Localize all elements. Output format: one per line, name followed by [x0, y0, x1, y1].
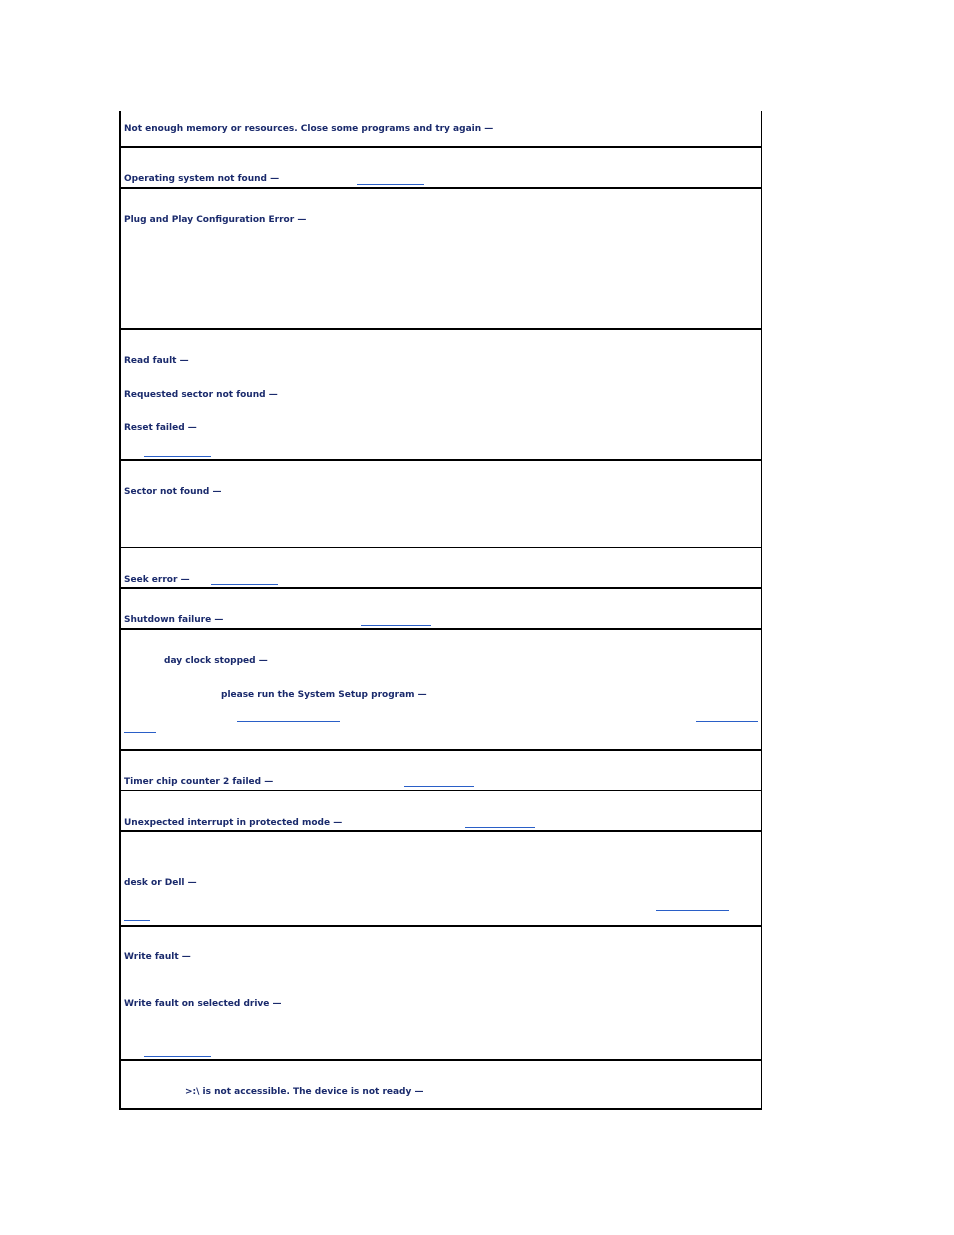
link-underline[interactable]	[696, 721, 758, 722]
row-divider	[119, 628, 762, 630]
message-unexpected-interrupt: Unexpected interrupt in protected mode —	[124, 818, 343, 828]
message-write-fault: Write fault —	[124, 952, 191, 962]
message-os-not-found: Operating system not found —	[124, 174, 280, 184]
message-requested-sector: Requested sector not found —	[124, 390, 278, 400]
message-seek-error: Seek error —	[124, 575, 190, 585]
row-divider	[119, 587, 762, 589]
link-underline[interactable]	[124, 732, 156, 733]
row-divider	[119, 749, 762, 751]
message-pnp-config-error: Plug and Play Configuration Error —	[124, 215, 307, 225]
link-underline[interactable]	[465, 827, 535, 828]
row-divider	[119, 830, 762, 832]
row-divider	[119, 187, 762, 189]
message-write-fault-selected-drive: Write fault on selected drive —	[124, 999, 282, 1009]
row-divider	[119, 547, 762, 548]
link-underline[interactable]	[404, 786, 474, 787]
message-desk-or-dell: desk or Dell —	[124, 878, 197, 888]
row-divider	[119, 790, 762, 791]
row-divider	[119, 925, 762, 927]
row-divider	[119, 459, 762, 461]
link-underline[interactable]	[357, 184, 424, 185]
link-underline[interactable]	[211, 584, 278, 585]
row-divider	[119, 328, 762, 330]
message-not-enough-memory: Not enough memory or resources. Close some programs and try again —	[124, 124, 494, 134]
message-timer-chip-failed: Timer chip counter 2 failed —	[124, 777, 274, 787]
message-read-fault: Read fault —	[124, 356, 189, 366]
link-underline[interactable]	[361, 625, 431, 626]
link-underline[interactable]	[144, 1056, 211, 1057]
link-underline[interactable]	[144, 456, 211, 457]
message-run-system-setup: please run the System Setup program —	[221, 690, 427, 700]
message-shutdown-failure: Shutdown failure —	[124, 615, 224, 625]
message-reset-failed: Reset failed —	[124, 423, 197, 433]
link-underline[interactable]	[656, 910, 729, 911]
message-day-clock-stopped: day clock stopped —	[164, 656, 268, 666]
message-sector-not-found: Sector not found —	[124, 487, 222, 497]
message-device-not-ready: >:\ is not accessible. The device is not ready —	[185, 1087, 424, 1097]
row-divider	[119, 146, 762, 148]
row-divider	[119, 1059, 762, 1061]
link-underline[interactable]	[237, 721, 340, 722]
link-underline[interactable]	[124, 920, 150, 921]
error-message-table	[119, 111, 762, 1110]
